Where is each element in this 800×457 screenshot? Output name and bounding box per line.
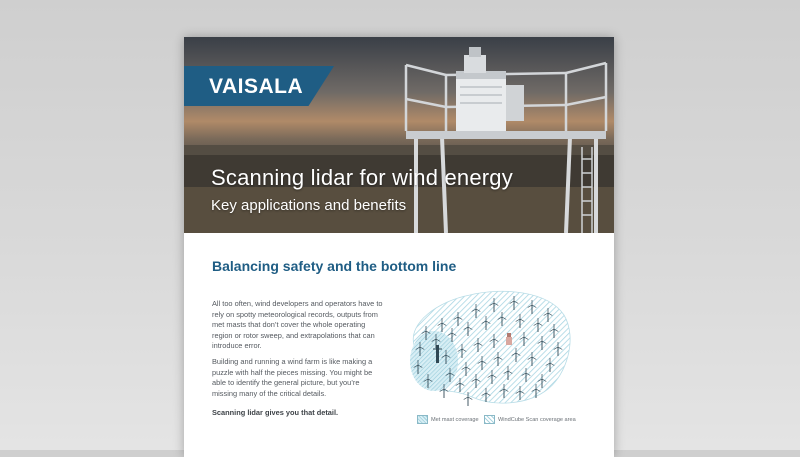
wind-farm-coverage-map (398, 283, 578, 413)
brochure-page (184, 37, 614, 457)
hero-banner (184, 37, 614, 233)
scan-coverage-swatch (484, 415, 495, 424)
legend-scan (484, 415, 576, 424)
document-subtitle: Key applications and benefits (211, 197, 407, 214)
paragraph-1: All too often, wind developers and operators have to rely on spotty meteorological records, outputs from met masts that don’t cover the whole operating region or rotor sweep, and extrapolations that can introduce error. (212, 299, 383, 351)
legend-scan-label: WindCube Scan coverage area (498, 416, 576, 423)
legend-met-mast-label: Met mast coverage (431, 416, 479, 423)
legend-met-mast (417, 415, 479, 424)
section-heading: Balancing safety and the bottom line (212, 258, 457, 274)
paragraph-2: Building and running a wind farm is like making a puzzle with half the pieces missing. You might be able to identify the general picture, but you’re missing many of the critical details. (212, 357, 373, 398)
vaisala-logo: VAISALA (209, 75, 304, 98)
paragraph-3: Scanning lidar gives you that detail. (212, 408, 339, 417)
met-mast-swatch (417, 415, 428, 424)
document-title: Scanning lidar for wind energy (211, 165, 513, 190)
